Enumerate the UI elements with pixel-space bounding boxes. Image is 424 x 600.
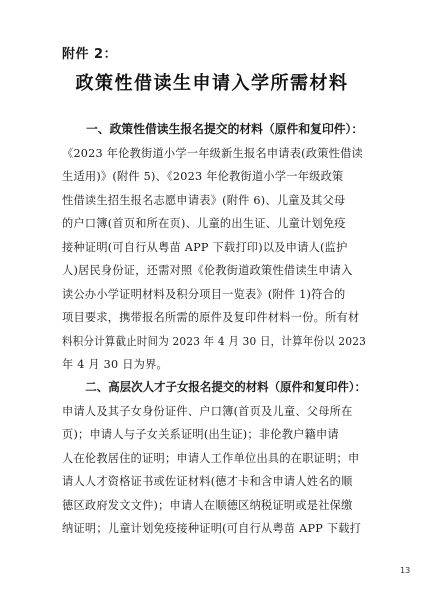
body-line: 年 4 月 30 日为界。 [62, 358, 168, 371]
body-line: 性借读生招生报名志愿申请表》(附件 6)、儿童及其父母 [62, 193, 346, 207]
body-line: 《2023 年伦教街道小学一年级新生报名申请表(政策性借读 [62, 146, 363, 160]
body-line: 的户口簿(首页和所在页)、儿童的出生证、儿童计划免疫 [62, 217, 346, 230]
body-line: 项目要求，携带报名所需的原件及复印件材料一份。所有材 [62, 311, 360, 324]
section-policy-students [62, 118, 366, 377]
body-line: 读公办小学证明材料及积分项目一览表》(附件 1)符合的 [62, 287, 346, 301]
body-line: 人在伦教居住的证明；申请人工作单位出具的在职证明；申 [62, 451, 360, 465]
section-talent-children [62, 376, 366, 541]
body-line: 人)居民身份证，还需对照《伦教街道政策性借读生申请入 [62, 264, 353, 277]
section-body [62, 400, 366, 541]
body-line: 申请人及其子女身份证件、户口簿(首页及儿童、父母所在 [62, 404, 353, 418]
page-title: 政策性借读生申请入学所需材料 [75, 73, 349, 94]
section-heading: 二、高层次人才子女报名提交的材料（原件和复印件）： [85, 380, 367, 394]
body-line: 料积分计算截止时间为 2023 年 4 月 30 日，计算年份以 2023 [62, 334, 367, 348]
section-heading: 一、政策性借读生报名提交的材料（原件和复印件）： [86, 122, 364, 136]
body-line: 纳证明；儿童计划免疫接种证明(可自行从粤苗 APP 下载打 [62, 522, 362, 535]
annex-label: 附件 2： [62, 47, 118, 62]
section-body [62, 142, 366, 377]
body-line: 页)；申请人与子女关系证明(出生证)；非伦教户籍申请 [62, 428, 339, 441]
body-line: 生适用)》(附件 5)、《2023 年伦教街道小学一年级政策 [62, 170, 344, 183]
body-line: 接种证明(可自行从粤苗 APP 下载打印)以及申请人(监护 [62, 240, 348, 254]
body-line: 德区政府发文文件)；申请人在顺德区纳税证明或是社保缴 [62, 498, 353, 512]
page-number: 13 [400, 566, 411, 575]
body-line: 请人人才资格证书或佐证材料(德才卡和含申请人姓名的顺 [62, 475, 353, 488]
